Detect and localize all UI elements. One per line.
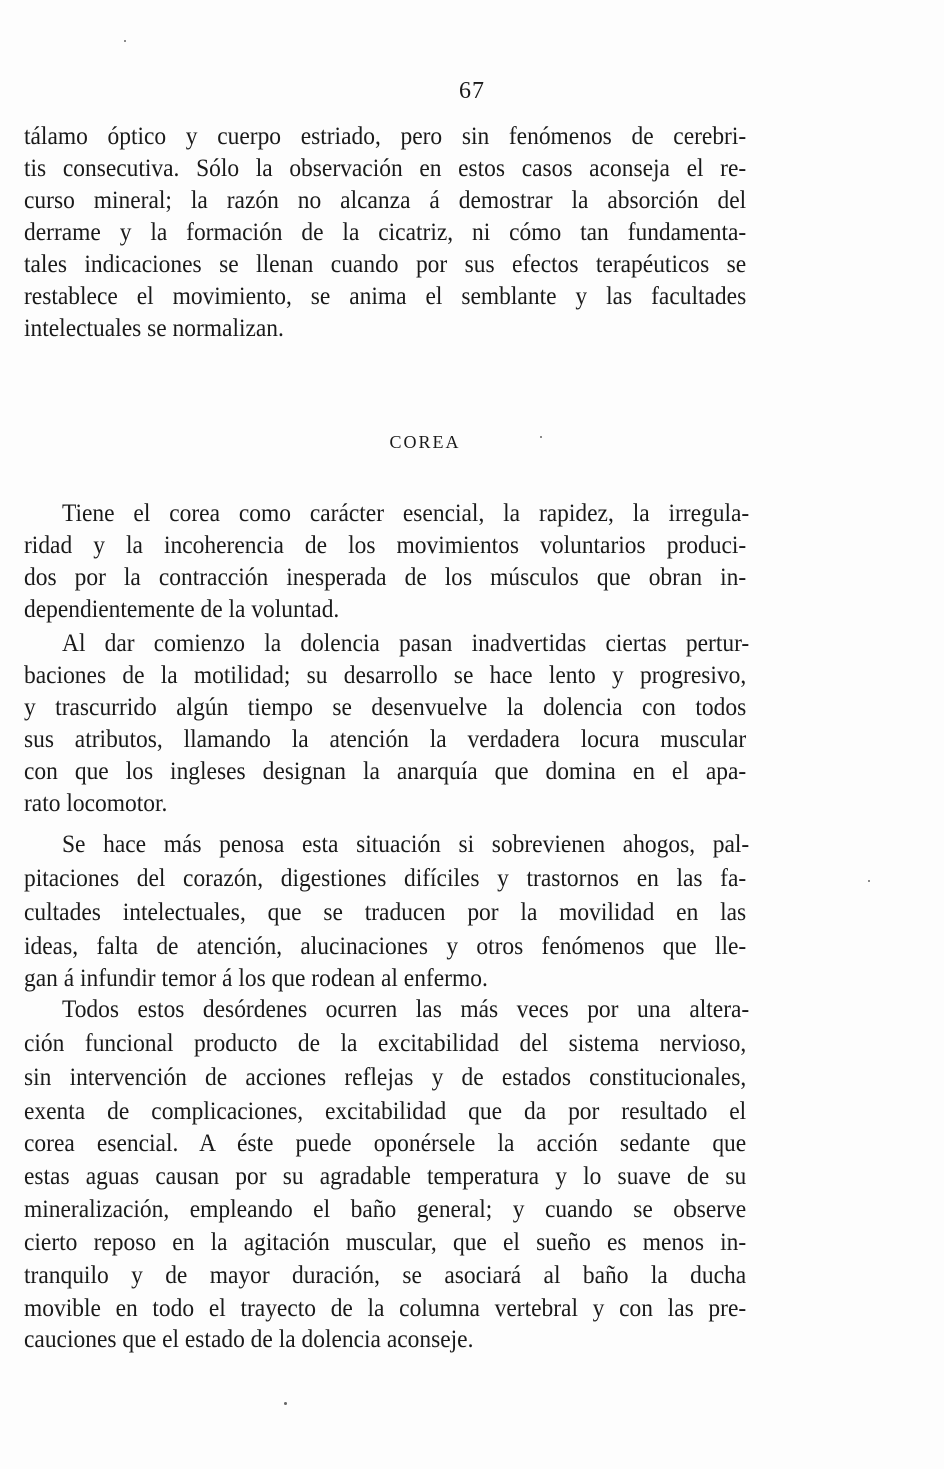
text-line: dos por la contracción inesperada de los músculos que obran in- xyxy=(24,562,747,591)
text-line: gan á infundir temor á los que rodean al enfermo. xyxy=(24,963,488,992)
text-line: Se hace más penosa esta situación si sobrevienen ahogos, pal- xyxy=(62,829,750,858)
text-line: sin intervención de acciones reflejas y de estados constitucionales, xyxy=(24,1062,747,1091)
text-line: intelectuales se normalizan. xyxy=(24,313,284,342)
text-line: pitaciones del corazón, digestiones difíciles y trastornos en las fa- xyxy=(24,863,747,892)
text-line: restablece el movimiento, se anima el semblante y las facultades xyxy=(24,281,747,310)
text-line: con que los ingleses designan la anarquía que domina en el apa- xyxy=(24,756,747,785)
scan-speck xyxy=(284,1402,287,1405)
text-line: cauciones que el estado de la dolencia aconseje. xyxy=(24,1324,474,1353)
text-line: estas aguas causan por su agradable temperatura y lo suave de su xyxy=(24,1161,747,1190)
text-line: Al dar comienzo la dolencia pasan inadvertidas ciertas pertur- xyxy=(62,628,750,657)
text-line: ideas, falta de atención, alucinaciones y otros fenómenos que lle- xyxy=(24,931,747,960)
text-line: mineralización, empleando el baño general; y cuando se observe xyxy=(24,1194,747,1223)
text-line: tales indicaciones se llenan cuando por sus efectos terapéuticos se xyxy=(24,249,747,278)
text-line: movible en todo el trayecto de la columna vertebral y con las pre- xyxy=(24,1293,747,1322)
text-line: dependientemente de la voluntad. xyxy=(24,594,340,623)
section-title: COREA xyxy=(389,432,461,452)
text-line: corea esencial. A éste puede oponérsele la acción sedante que xyxy=(24,1128,747,1157)
scan-speck xyxy=(124,40,126,42)
text-line: tis consecutiva. Sólo la observación en estos casos aconseja el re- xyxy=(24,153,747,182)
text-line: baciones de la motilidad; su desarrollo se hace lento y progresivo, xyxy=(24,660,747,689)
text-line: derrame y la formación de la cicatriz, ni cómo tan fundamenta- xyxy=(24,217,747,246)
text-line: cultades intelectuales, que se traducen por la movilidad en las xyxy=(24,897,747,926)
text-line: ción funcional producto de la excitabilidad del sistema nervioso, xyxy=(24,1028,747,1057)
text-line: rato locomotor. xyxy=(24,788,168,817)
page-number: 67 xyxy=(459,78,485,104)
text-line: sus atributos, llamando la atención la verdadera locura muscular xyxy=(24,724,747,753)
text-line: Todos estos desórdenes ocurren las más veces por una altera- xyxy=(62,994,750,1023)
text-line: curso mineral; la razón no alcanza á demostrar la absorción del xyxy=(24,185,747,214)
text-line: ridad y la incoherencia de los movimientos voluntarios produci- xyxy=(24,530,747,559)
scan-speck xyxy=(540,436,542,438)
text-line: tálamo óptico y cuerpo estriado, pero sin fenómenos de cerebri- xyxy=(24,121,747,150)
text-line: Tiene el corea como carácter esencial, la rapidez, la irregula- xyxy=(62,498,750,527)
text-line: exenta de complicaciones, excitabilidad que da por resultado el xyxy=(24,1096,747,1125)
text-line: tranquilo y de mayor duración, se asociará al baño la ducha xyxy=(24,1260,747,1289)
text-line: cierto reposo en la agitación muscular, que el sueño es menos in- xyxy=(24,1227,747,1256)
text-line: y trascurrido algún tiempo se desenvuelve la dolencia con todos xyxy=(24,692,747,721)
scan-speck xyxy=(868,880,870,882)
